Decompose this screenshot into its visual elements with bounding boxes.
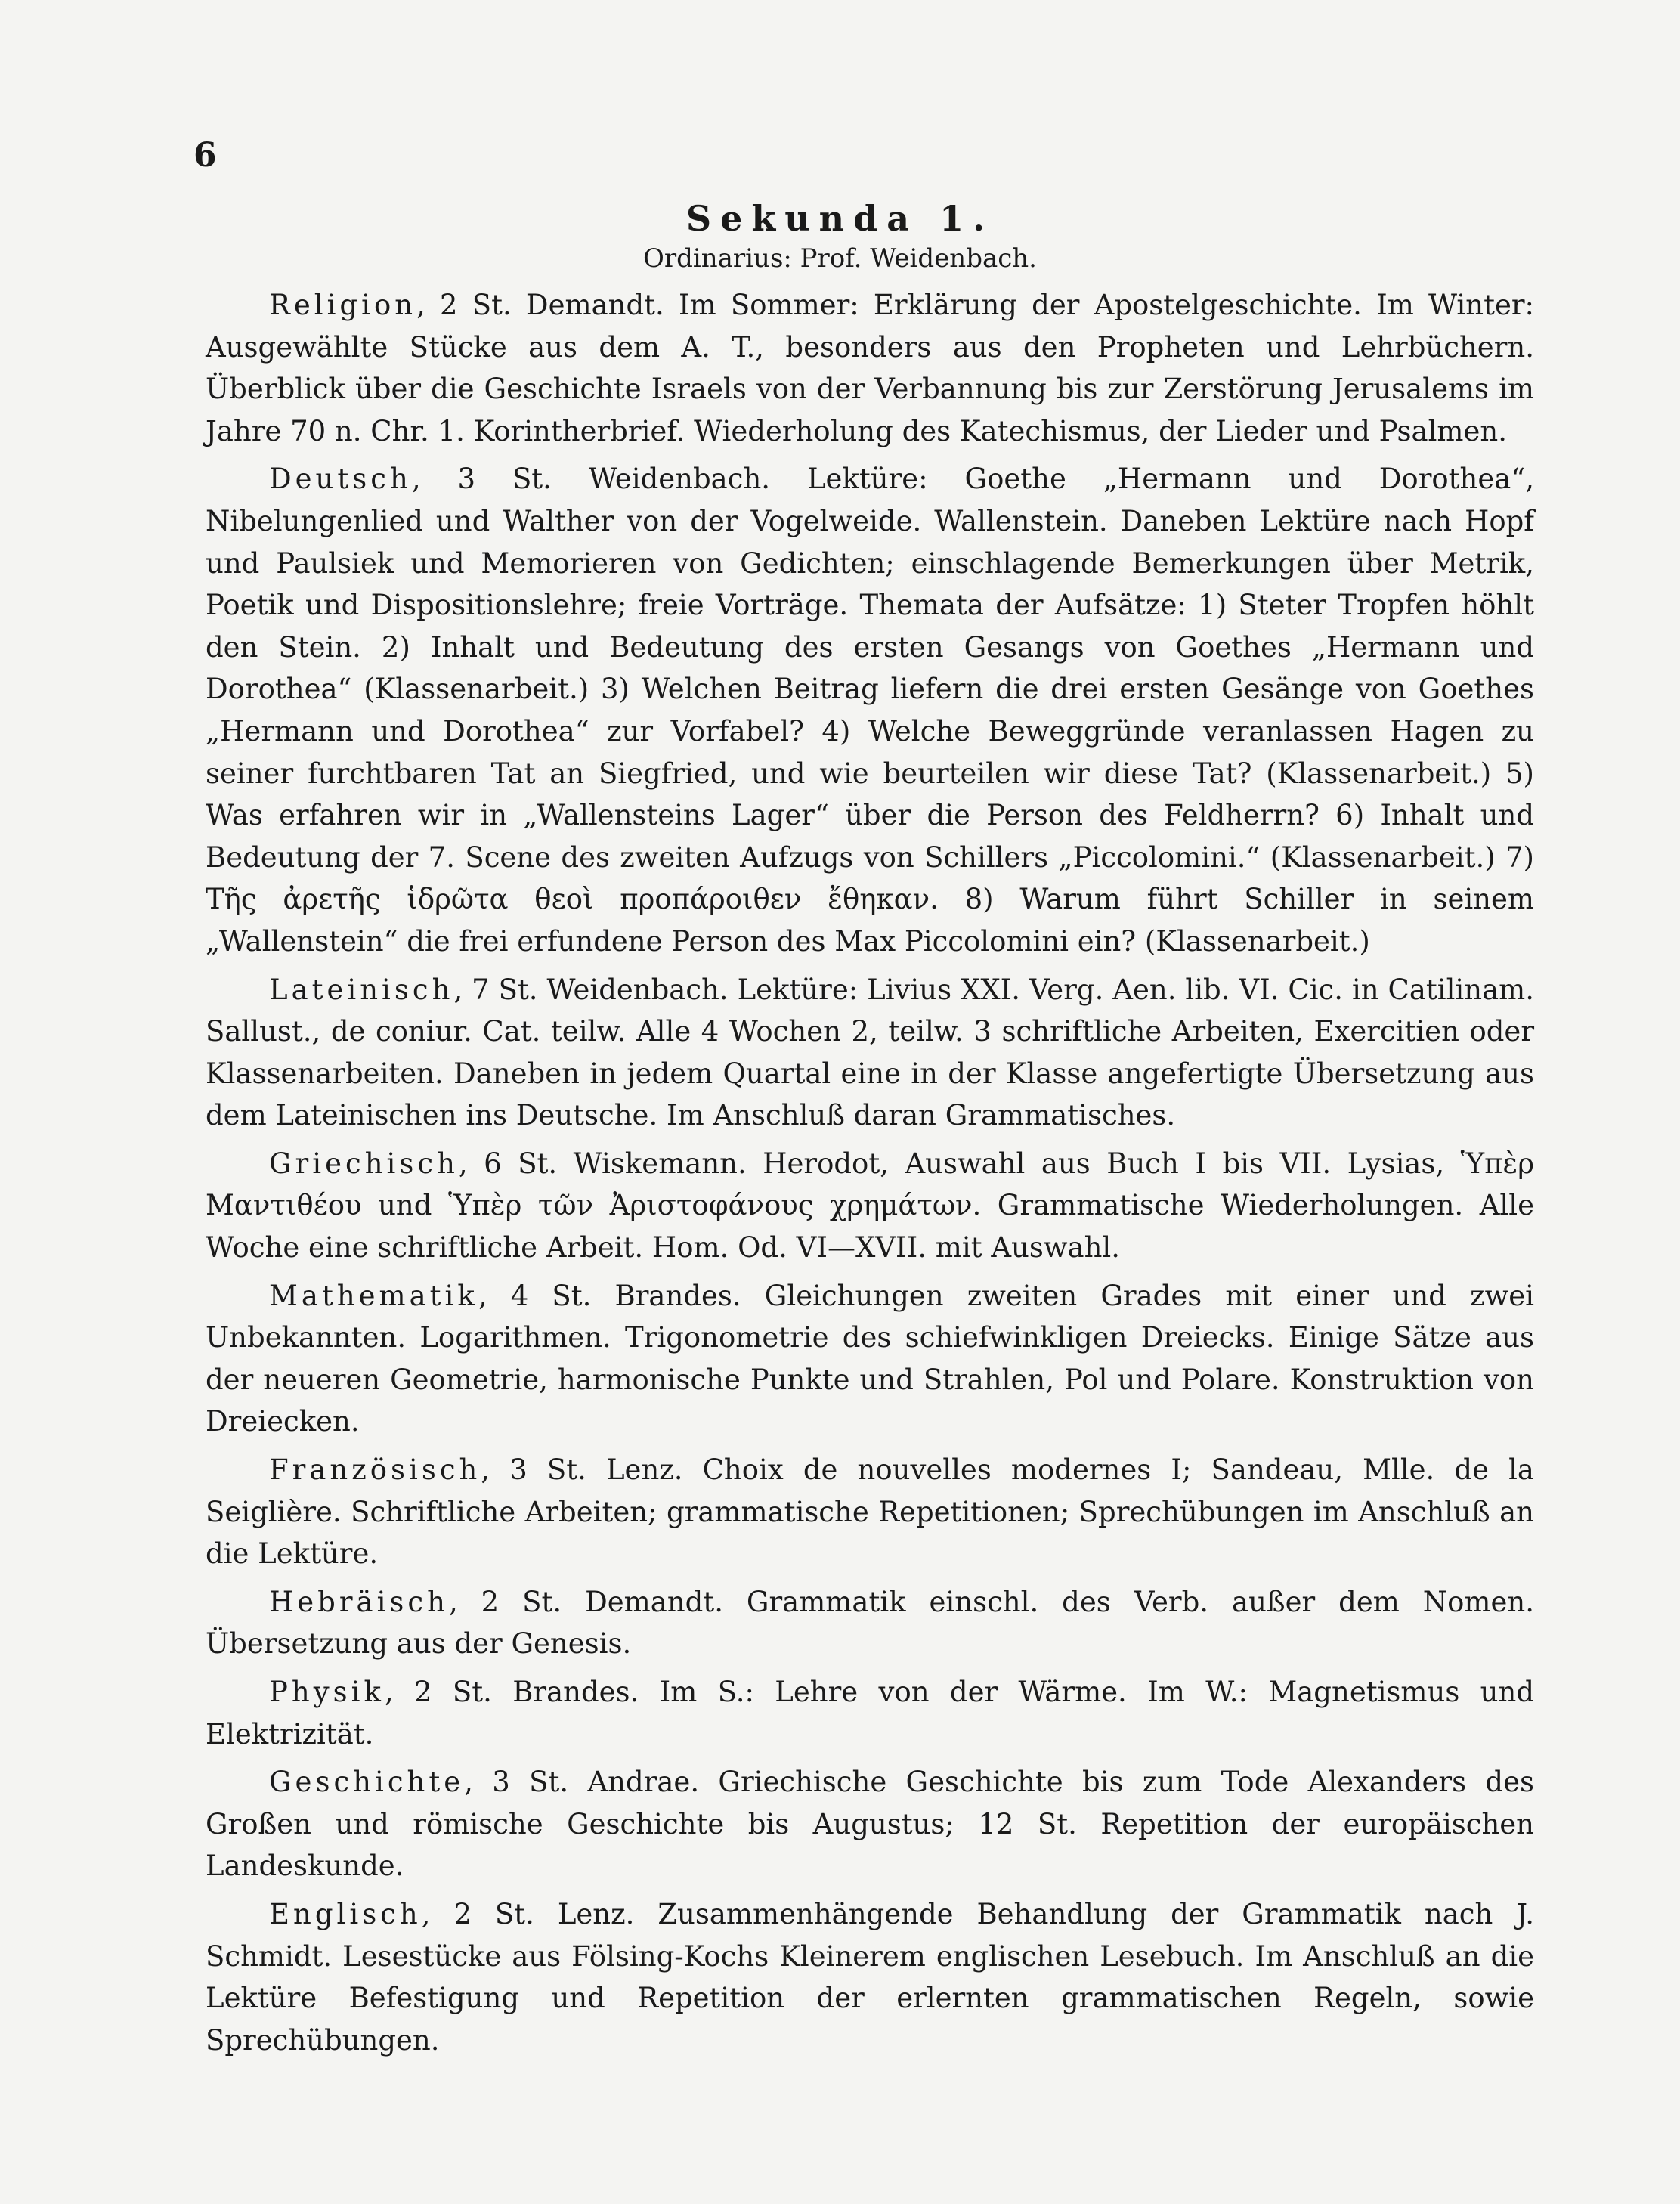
section-physik	[206, 1671, 1534, 1755]
section-text: , 6 St. Wiskemann. Herodot, Auswahl aus Buch I bis VII. Lysias, Ὑπὲρ Μαντιθέου und Ὑπὲρ τῶν Ἀριστοφάνους χρημάτων. Grammatische Wiederholungen. Alle Woche eine schriftliche Arbeit. Hom. Od. VI—XVII. mit Auswahl.	[206, 1147, 1534, 1265]
subject-franzoesisch: Französisch	[269, 1453, 481, 1487]
subject-religion: Religion	[269, 289, 417, 321]
section-griechisch	[206, 1143, 1534, 1269]
section-religion	[206, 284, 1534, 452]
section-lateinisch	[206, 969, 1534, 1137]
section-text: , 4 St. Brandes. Gleichungen zweiten Grades mit einer und zwei Unbekannten. Logarithmen. Trigonometrie des schiefwinkligen Dreiecks. Einige Sätze aus der neueren Geometrie, harmonische Punkte und Strahlen, Pol und Polare. Konstruktion von Dreiecken.	[206, 1279, 1534, 1438]
section-geschichte	[206, 1761, 1534, 1887]
section-text: , 3 St. Weidenbach. Lektüre: Goethe „Hermann und Dorothea“, Nibelungenlied und Walther von der Vogelweide. Wallenstein. Daneben Lektüre nach Hopf und Paulsiek und Memorieren von Gedichten; einschlagende Bemerkungen über Metrik, Poetik und Dispositionslehre; freie Vorträge. Themata der Aufsätze: 1) Steter Tropfen höhlt den Stein. 2) Inhalt und Bedeutung des ersten Gesangs von Goethes „Hermann und Dorothea“ (Klassenarbeit.) 3) Welchen Beitrag liefern die drei ersten Gesänge von Goethes „Hermann und Dorothea“ zur Vorfabel? 4) Welche Beweggründe veranlassen Hagen zu seiner furchtbaren Tat an Siegfried, und wie beurteilen wir diese Tat? (Klassenarbeit.) 5) Was erfahren wir in „Wallensteins Lager“ über die Person des Feldherrn? 6) Inhalt und Bedeutung der 7. Scene des zweiten Aufzugs von Schillers „Piccolomini.“ (Klassenarbeit.) 7) Τῆς ἀρετῆς ἱδρῶτα θεοὶ προπάροιθεν ἔθηκαν. 8) Warum führt Schiller in seinem „Wallenstein“ die frei erfundene Person des Max Piccolomini ein? (Klassenarbeit.)	[206, 463, 1534, 958]
section-text: , 2 St. Demandt. Im Sommer: Erklärung der Apostelgeschichte. Im Winter: Ausgewählte Stücke aus dem A. T., besonders aus den Propheten und Lehrbüchern. Überblick über die Geschichte Israels von der Verbannung bis zur Zerstörung Jerusalems im Jahre 70 n. Chr. 1. Korintherbrief. Wiederholung des Katechismus, der Lieder und Psalmen.	[206, 289, 1534, 447]
section-text: , 2 St. Brandes. Im S.: Lehre von der Wärme. Im W.: Magnetismus und Elektrizität.	[206, 1676, 1534, 1751]
subject-lateinisch: Lateinisch	[269, 973, 454, 1006]
subject-griechisch: Griechisch	[269, 1147, 459, 1180]
section-text: , 7 St. Weidenbach. Lektüre: Livius XXI. Verg. Aen. lib. VI. Cic. in Catilinam. Sallust., de coniur. Cat. teilw. Alle 4 Wochen 2, teilw. 3 schriftliche Arbeiten, Exercitien oder Klassenarbeiten. Daneben in jedem Quartal eine in der Klasse angefertigte Übersetzung aus dem Lateinischen ins Deutsche. Im Anschluß daran Grammatisches.	[206, 973, 1534, 1132]
section-deutsch	[206, 458, 1534, 962]
document-body	[206, 284, 1534, 2067]
subject-physik: Physik	[269, 1676, 385, 1708]
section-mathematik	[206, 1275, 1534, 1443]
section-text: , 3 St. Lenz. Choix de nouvelles modernes I; Sandeau, Mlle. de la Seiglière. Schriftliche Arbeiten; grammatische Repetitionen; Sprechübungen im Anschluß an die Lektüre.	[206, 1453, 1534, 1571]
subject-deutsch: Deutsch	[269, 463, 412, 496]
page-number: 6	[193, 136, 217, 175]
page-title: Sekunda 1.	[685, 198, 995, 239]
subject-mathematik: Mathematik	[269, 1279, 478, 1312]
section-text: , 2 St. Demandt. Grammatik einschl. des Verb. außer dem Nomen. Übersetzung aus der Genesis.	[206, 1585, 1534, 1661]
subject-englisch: Englisch	[269, 1897, 422, 1930]
section-text: , 3 St. Andrae. Griechische Geschichte bis zum Tode Alexanders des Großen und römische Geschichte bis Augustus; 12 St. Repetition der europäischen Landeskunde.	[206, 1766, 1534, 1883]
section-text: , 2 St. Lenz. Zusammenhängende Behandlung der Grammatik nach J. Schmidt. Lesestücke aus Fölsing-Kochs Kleinerem englischen Lesebuch. Im Anschluß an die Lektüre Befestigung und Repetition der erlernten grammatischen Regeln, sowie Sprechübungen.	[206, 1897, 1534, 2057]
section-hebraeisch	[206, 1581, 1534, 1665]
subject-geschichte: Geschichte	[269, 1766, 465, 1799]
section-englisch	[206, 1893, 1534, 2061]
ordinarius-line: Ordinarius: Prof. Weidenbach.	[643, 243, 1037, 274]
subject-hebraeisch: Hebräisch	[269, 1585, 449, 1618]
section-franzoesisch	[206, 1449, 1534, 1575]
